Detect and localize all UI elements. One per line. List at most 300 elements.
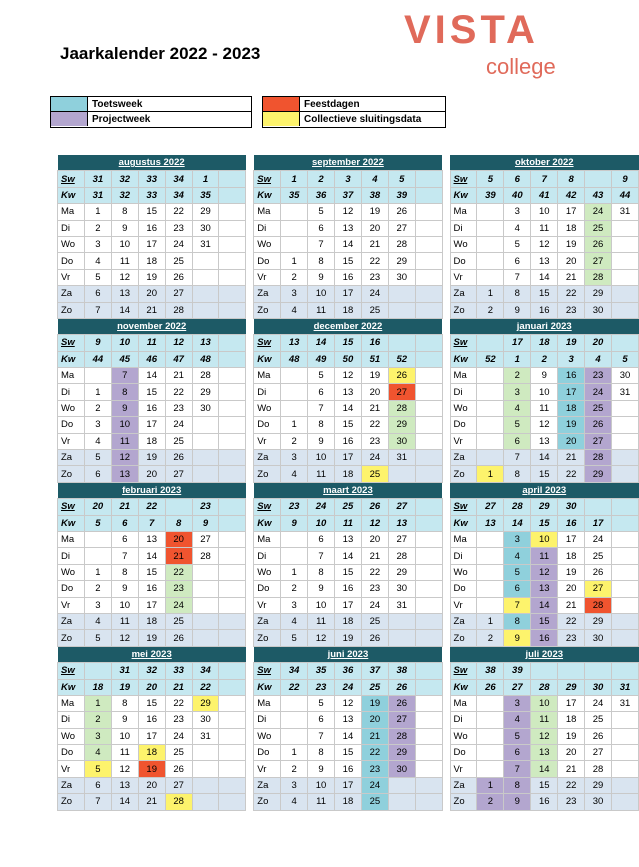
day-cell: 15 [531,466,558,482]
day-cell: 10 [308,286,335,302]
spacer [442,220,450,236]
day-cell: 18 [558,400,585,416]
week-number-cell: 6 [111,515,138,531]
day-cell: 13 [531,745,558,761]
day-row [58,368,639,384]
day-cell: 16 [531,794,558,810]
week-number-cell: 36 [308,187,335,203]
day-cell [477,548,504,564]
day-cell: 13 [111,286,138,302]
day-cell: 12 [111,269,138,285]
week-number-cell: 13 [477,515,504,531]
spacer [246,400,254,416]
day-cell [192,286,219,302]
day-cell: 30 [388,433,415,449]
week-number-cell [219,187,246,203]
week-number-cell: 5 [612,351,639,367]
row-label: Za [254,613,281,629]
week-number-cell: 34 [165,187,192,203]
day-cell: 29 [585,286,612,302]
day-cell: 4 [84,745,111,761]
day-cell: 22 [558,286,585,302]
day-cell: 1 [477,466,504,482]
day-row [58,548,639,564]
day-cell: 19 [138,630,165,646]
day-cell: 3 [281,777,308,793]
day-cell: 14 [335,548,362,564]
week-number-cell [477,335,504,351]
day-cell: 26 [165,450,192,466]
day-cell: 1 [84,564,111,580]
spacer [442,564,450,580]
day-row [58,400,639,416]
day-cell: 3 [504,384,531,400]
day-cell: 22 [361,253,388,269]
row-label: Wo [58,400,85,416]
day-cell: 11 [531,400,558,416]
day-cell: 29 [585,613,612,629]
spacer [442,581,450,597]
week-number-cell: 38 [361,187,388,203]
row-label: Za [450,777,477,793]
day-cell: 1 [477,777,504,793]
day-cell [415,695,442,711]
day-row [58,581,639,597]
day-cell: 7 [84,302,111,318]
day-cell: 17 [335,597,362,613]
day-cell: 26 [165,761,192,777]
row-label: Zo [254,794,281,810]
day-cell: 3 [504,695,531,711]
day-cell: 13 [335,220,362,236]
day-cell [219,220,246,236]
day-cell: 28 [192,368,219,384]
day-cell [219,712,246,728]
day-cell: 22 [165,204,192,220]
day-cell [415,548,442,564]
row-label: Vr [254,269,281,285]
day-cell [281,400,308,416]
spacer [246,368,254,384]
spacer [246,515,254,531]
day-cell: 4 [281,466,308,482]
day-cell: 21 [361,728,388,744]
day-cell: 28 [585,450,612,466]
day-cell: 21 [165,368,192,384]
spacer [442,286,450,302]
day-cell: 26 [585,236,612,252]
week-number-cell: 40 [504,187,531,203]
day-cell: 26 [165,630,192,646]
spacer [442,777,450,793]
day-cell [388,613,415,629]
day-cell [219,728,246,744]
day-cell: 31 [612,695,639,711]
week-number-cell [415,499,442,515]
day-cell: 1 [281,253,308,269]
day-cell: 11 [308,613,335,629]
spacer [442,187,450,203]
day-cell: 15 [138,564,165,580]
day-cell [477,761,504,777]
spacer [246,613,254,629]
vista-college-logo [400,8,570,80]
week-number-cell [219,515,246,531]
day-cell: 25 [361,302,388,318]
week-number-cell: 19 [558,335,585,351]
row-label: Zo [58,302,85,318]
row-label: Do [254,581,281,597]
day-cell: 8 [504,286,531,302]
day-cell: 27 [388,220,415,236]
week-number-cell: 11 [138,335,165,351]
row-label: Wo [58,236,85,252]
day-cell: 5 [281,630,308,646]
day-cell: 22 [165,564,192,580]
week-number-cell: 2 [531,351,558,367]
week-number-cell: 38 [477,663,504,679]
day-cell: 24 [361,597,388,613]
day-cell: 19 [558,417,585,433]
day-cell [612,269,639,285]
week-number-cell: 27 [388,499,415,515]
day-cell: 30 [388,581,415,597]
day-row [58,728,639,744]
week-number-cell: 47 [165,351,192,367]
day-cell: 12 [111,761,138,777]
spacer [442,679,450,695]
week-number-cell [612,515,639,531]
row-label: Ma [450,695,477,711]
week-number-cell: 34 [165,171,192,187]
row-label: Sw [450,171,477,187]
spacer [246,220,254,236]
day-cell: 15 [531,286,558,302]
spacer [246,466,254,482]
day-cell [415,794,442,810]
school-week-row [58,663,639,679]
day-cell: 10 [308,597,335,613]
day-cell: 9 [111,581,138,597]
spacer [442,368,450,384]
day-cell [219,761,246,777]
spacer [442,548,450,564]
day-cell: 20 [138,466,165,482]
spacer [442,335,450,351]
day-row [58,236,639,252]
day-cell: 10 [111,728,138,744]
month-title: november 2022 [58,318,246,334]
day-cell: 5 [84,630,111,646]
day-cell [281,531,308,547]
spacer [246,745,254,761]
row-label: Wo [254,400,281,416]
day-cell [612,581,639,597]
day-cell: 2 [281,269,308,285]
day-cell [219,302,246,318]
day-cell [415,761,442,777]
day-cell [219,269,246,285]
day-cell: 29 [388,564,415,580]
row-label: Zo [58,794,85,810]
day-cell: 2 [281,433,308,449]
row-label: Vr [58,597,85,613]
day-cell: 8 [308,417,335,433]
day-cell [612,761,639,777]
day-cell: 2 [84,400,111,416]
day-cell: 25 [585,220,612,236]
spacer [442,400,450,416]
spacer [246,663,254,679]
day-cell: 25 [165,433,192,449]
spacer [442,482,450,498]
spacer [442,433,450,449]
row-label: Wo [254,564,281,580]
row-label: Vr [254,433,281,449]
calendar-week-row [58,515,639,531]
week-number-cell: 23 [192,499,219,515]
row-label: Kw [450,187,477,203]
day-cell: 13 [531,581,558,597]
day-cell: 30 [192,400,219,416]
legend-item-sluitingsdata [263,112,445,126]
day-cell [477,384,504,400]
row-label: Ma [450,368,477,384]
day-cell [192,630,219,646]
week-number-cell: 43 [585,187,612,203]
day-cell: 22 [558,777,585,793]
week-number-cell: 52 [388,351,415,367]
week-number-cell: 52 [477,351,504,367]
week-number-cell: 33 [138,187,165,203]
day-cell: 8 [308,253,335,269]
day-cell [219,630,246,646]
day-cell: 29 [192,384,219,400]
day-cell: 16 [138,220,165,236]
spacer [442,318,450,334]
day-cell: 19 [361,695,388,711]
day-cell: 18 [335,302,362,318]
week-number-cell: 27 [477,499,504,515]
day-cell: 28 [192,548,219,564]
spacer [442,728,450,744]
week-number-cell: 24 [308,499,335,515]
day-cell: 30 [192,220,219,236]
day-cell: 6 [84,777,111,793]
row-label: Wo [450,564,477,580]
day-cell: 27 [585,581,612,597]
day-cell: 16 [138,400,165,416]
day-cell [415,712,442,728]
row-label: Sw [450,499,477,515]
row-label: Vr [254,761,281,777]
day-cell [415,613,442,629]
week-number-cell: 37 [335,187,362,203]
day-cell: 17 [558,531,585,547]
week-number-cell: 33 [165,663,192,679]
day-cell [281,368,308,384]
day-cell: 15 [335,417,362,433]
week-number-cell: 10 [111,335,138,351]
day-cell: 12 [111,450,138,466]
day-row [58,613,639,629]
week-number-cell: 22 [192,679,219,695]
day-cell: 11 [111,433,138,449]
week-number-cell: 21 [165,679,192,695]
day-cell: 4 [84,613,111,629]
day-cell: 14 [138,548,165,564]
day-cell: 31 [612,204,639,220]
week-number-cell: 17 [585,515,612,531]
school-week-row [58,171,639,187]
row-label: Vr [450,433,477,449]
day-cell: 15 [138,384,165,400]
week-number-cell: 26 [477,679,504,695]
day-cell: 23 [361,433,388,449]
day-cell: 23 [361,269,388,285]
day-cell: 12 [531,236,558,252]
spacer [246,433,254,449]
day-cell [415,581,442,597]
day-cell [477,368,504,384]
week-number-cell: 3 [335,171,362,187]
day-cell: 27 [165,466,192,482]
day-cell [415,368,442,384]
spacer [442,745,450,761]
day-cell: 6 [111,531,138,547]
day-cell [192,302,219,318]
week-number-cell: 12 [361,515,388,531]
legend-label: Collectieve sluitingsdata [304,113,422,125]
day-cell: 27 [388,531,415,547]
row-label: Do [450,581,477,597]
week-number-cell [415,171,442,187]
day-cell [219,548,246,564]
day-cell [192,613,219,629]
spacer [442,794,450,810]
day-cell: 26 [585,564,612,580]
day-cell [281,384,308,400]
row-label: Zo [254,630,281,646]
day-cell: 10 [531,204,558,220]
day-cell: 4 [84,253,111,269]
week-number-cell: 17 [504,335,531,351]
day-cell: 3 [84,728,111,744]
week-number-cell [165,499,192,515]
row-label: Zo [450,630,477,646]
row-label: Kw [58,187,85,203]
day-cell: 14 [335,236,362,252]
day-cell: 5 [84,269,111,285]
day-cell: 24 [165,417,192,433]
week-number-cell: 12 [165,335,192,351]
row-label: Kw [254,187,281,203]
spacer [442,204,450,220]
day-cell [219,400,246,416]
day-cell: 12 [308,630,335,646]
legend-item-feestdagen [263,97,445,112]
day-cell [388,286,415,302]
row-label: Di [450,548,477,564]
day-cell [612,253,639,269]
spacer [442,761,450,777]
week-number-cell: 7 [531,171,558,187]
row-label: Sw [58,171,85,187]
spacer [442,712,450,728]
day-cell: 4 [504,548,531,564]
day-cell: 3 [281,597,308,613]
day-cell: 20 [558,433,585,449]
day-cell: 19 [138,761,165,777]
day-cell [192,253,219,269]
spacer [246,351,254,367]
row-label: Do [254,253,281,269]
spacer [442,695,450,711]
day-cell [219,204,246,220]
day-cell: 31 [612,384,639,400]
spacer [246,269,254,285]
week-number-cell: 31 [111,663,138,679]
day-cell [281,220,308,236]
day-cell: 8 [111,204,138,220]
day-cell: 25 [361,613,388,629]
day-row [58,531,639,547]
day-cell [612,564,639,580]
day-cell [388,466,415,482]
row-label: Zo [450,466,477,482]
day-cell: 5 [504,236,531,252]
spacer [246,499,254,515]
row-label: Do [450,745,477,761]
spacer [246,450,254,466]
row-label: Ma [254,204,281,220]
day-row [58,204,639,220]
day-cell: 15 [138,204,165,220]
week-number-cell: 44 [84,351,111,367]
week-number-cell: 13 [388,515,415,531]
day-cell: 27 [388,712,415,728]
day-cell: 19 [558,564,585,580]
row-label: Kw [58,515,85,531]
day-cell: 4 [281,794,308,810]
row-label: Wo [58,728,85,744]
spacer [246,204,254,220]
spacer [442,384,450,400]
week-number-cell: 48 [192,351,219,367]
week-number-cell: 5 [84,515,111,531]
day-cell: 12 [335,368,362,384]
day-cell: 19 [361,368,388,384]
spacer [442,499,450,515]
day-cell [219,531,246,547]
day-cell: 13 [531,433,558,449]
month-header-row [58,646,639,662]
day-cell: 4 [281,302,308,318]
day-cell: 13 [111,777,138,793]
calendar-week-row [58,679,639,695]
day-cell: 16 [531,302,558,318]
day-cell: 29 [388,253,415,269]
day-cell: 8 [504,777,531,793]
day-cell: 28 [388,236,415,252]
day-cell: 8 [111,564,138,580]
day-cell: 5 [504,564,531,580]
week-number-cell [219,335,246,351]
day-cell: 15 [335,745,362,761]
row-label: Wo [450,400,477,416]
day-cell: 17 [138,597,165,613]
spacer [442,171,450,187]
